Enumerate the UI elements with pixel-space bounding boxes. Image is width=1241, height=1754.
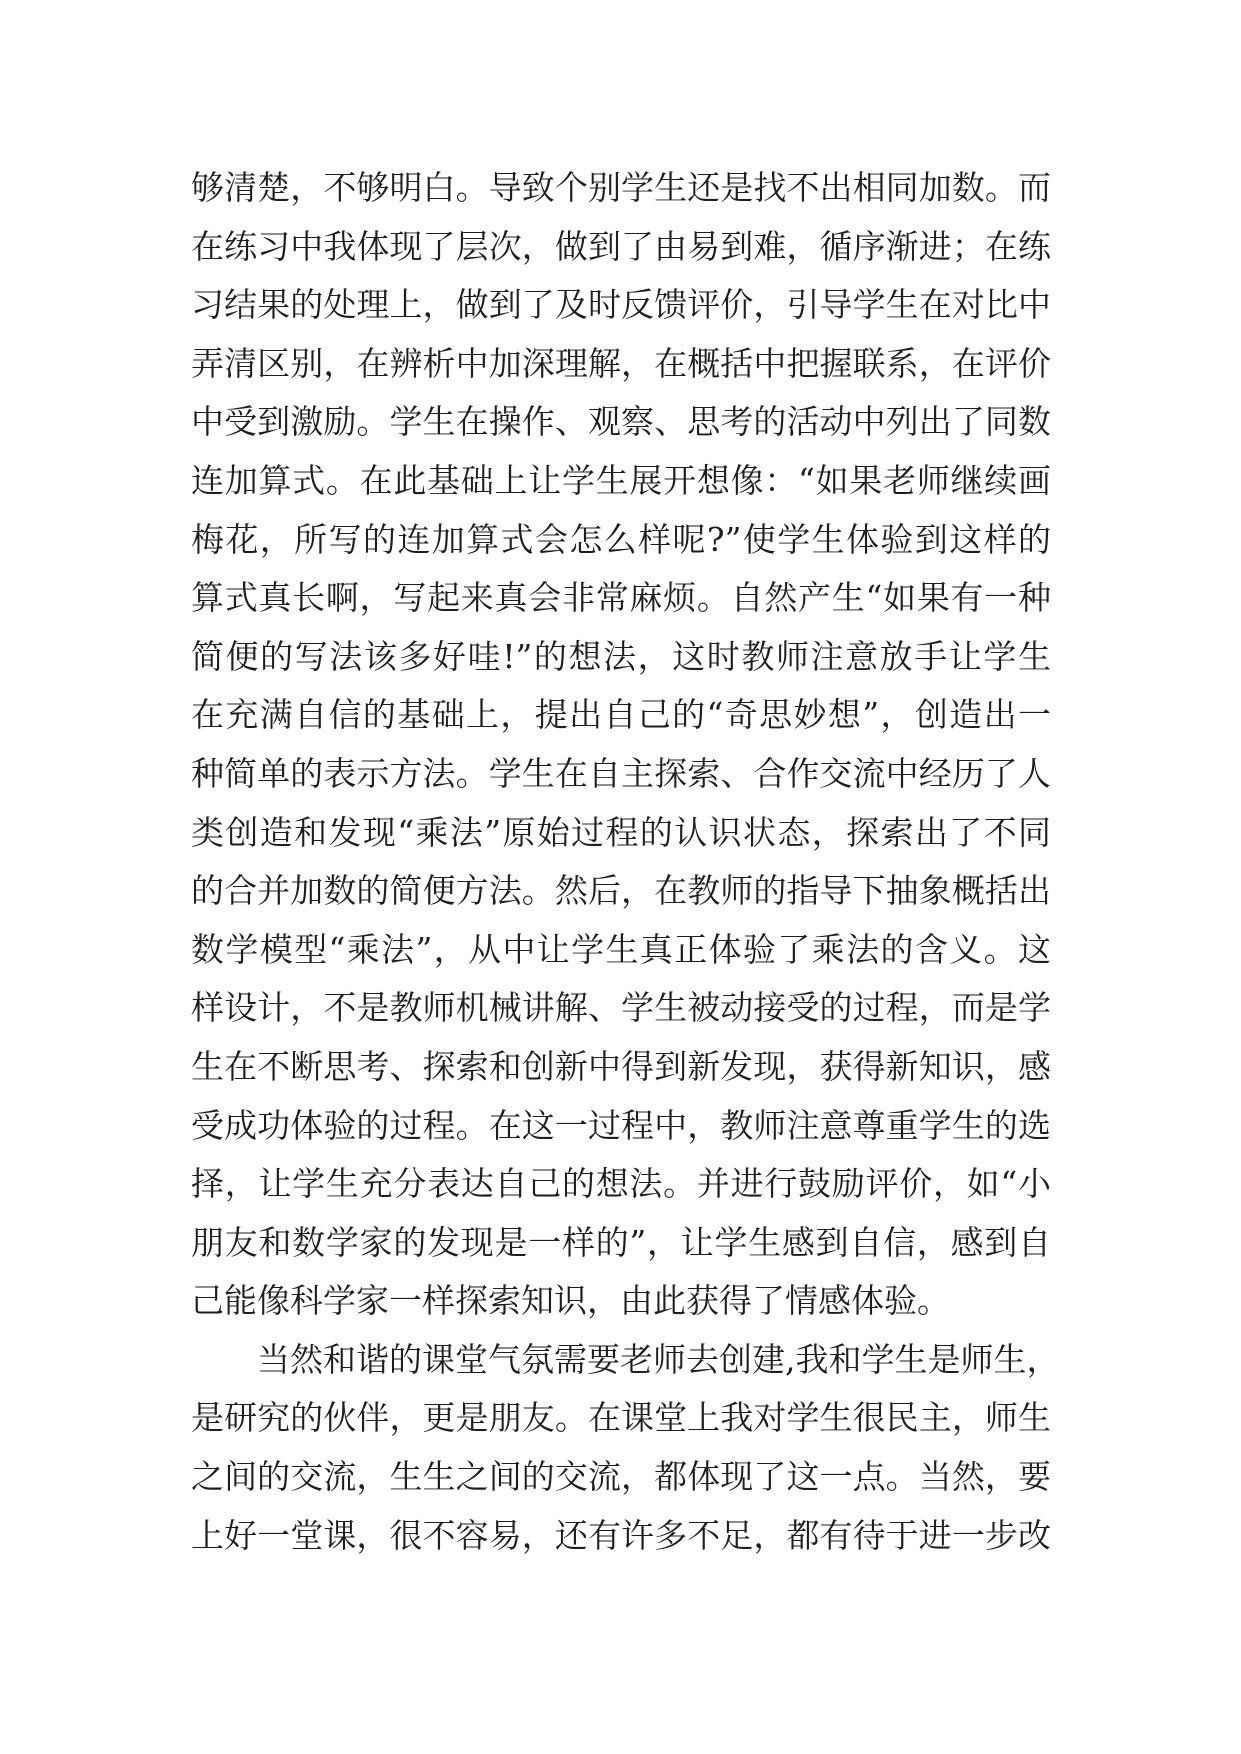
text-line: 够清楚，不够明白。导致个别学生还是找不出相同加数。而	[191, 168, 1051, 207]
text-line: 在充满自信的基础上，提出自己的“奇思妙想”，创造出一	[191, 695, 1051, 735]
text-line: 当然和谐的课堂气氛需要老师去创建,我和学生是师生，	[257, 1339, 1060, 1379]
text-line: 的合并加数的简便方法。然后，在教师的指导下抽象概括出	[191, 871, 1051, 911]
document-body	[191, 159, 1060, 1565]
text-line: 种简单的表示方法。学生在自主探索、合作交流中经历了人	[191, 753, 1051, 793]
text-line: 受成功体验的过程。在这一过程中，教师注意尊重学生的选	[191, 1105, 1051, 1145]
text-line: 在练习中我体现了层次，做到了由易到难，循序渐进；在练	[191, 226, 1051, 266]
text-line: 上好一堂课，很不容易，还有许多不足，都有待于进一步改	[191, 1515, 1051, 1555]
text-line: 是研究的伙伴，更是朋友。在课堂上我对学生很民主，师生	[191, 1398, 1051, 1438]
text-line: 梅花，所写的连加算式会怎么样呢?”使学生体验到这样的	[191, 519, 1051, 559]
text-line: 朋友和数学家的发现是一样的”，让学生感到自信，感到自	[191, 1222, 1051, 1262]
text-line: 己能像科学家一样探索知识，由此获得了情感体验。	[191, 1281, 950, 1321]
text-line: 连加算式。在此基础上让学生展开想像：“如果老师继续画	[191, 460, 1051, 500]
text-line: 算式真长啊，写起来真会非常麻烦。自然产生“如果有一种	[191, 578, 1051, 618]
text-line: 习结果的处理上，做到了及时反馈评价，引导学生在对比中	[191, 285, 1051, 325]
text-line: 样设计，不是教师机械讲解、学生被动接受的过程，而是学	[191, 988, 1051, 1028]
text-line: 类创造和发现“乘法”原始过程的认识状态，探索出了不同	[191, 812, 1051, 852]
text-line: 弄清区别，在辨析中加深理解，在概括中把握联系，在评价	[191, 343, 1051, 383]
text-line: 简便的写法该多好哇!”的想法，这时教师注意放手让学生	[191, 636, 1051, 676]
text-line: 之间的交流，生生之间的交流，都体现了这一点。当然，要	[191, 1457, 1051, 1497]
text-line: 生在不断思考、探索和创新中得到新发现，获得新知识，感	[191, 1046, 1051, 1086]
text-line: 择，让学生充分表达自己的想法。并进行鼓励评价，如“小	[191, 1164, 1051, 1204]
text-line: 数学模型“乘法”，从中让学生真正体验了乘法的含义。这	[191, 929, 1051, 969]
text-line: 中受到激励。学生在操作、观察、思考的活动中列出了同数	[191, 402, 1051, 442]
